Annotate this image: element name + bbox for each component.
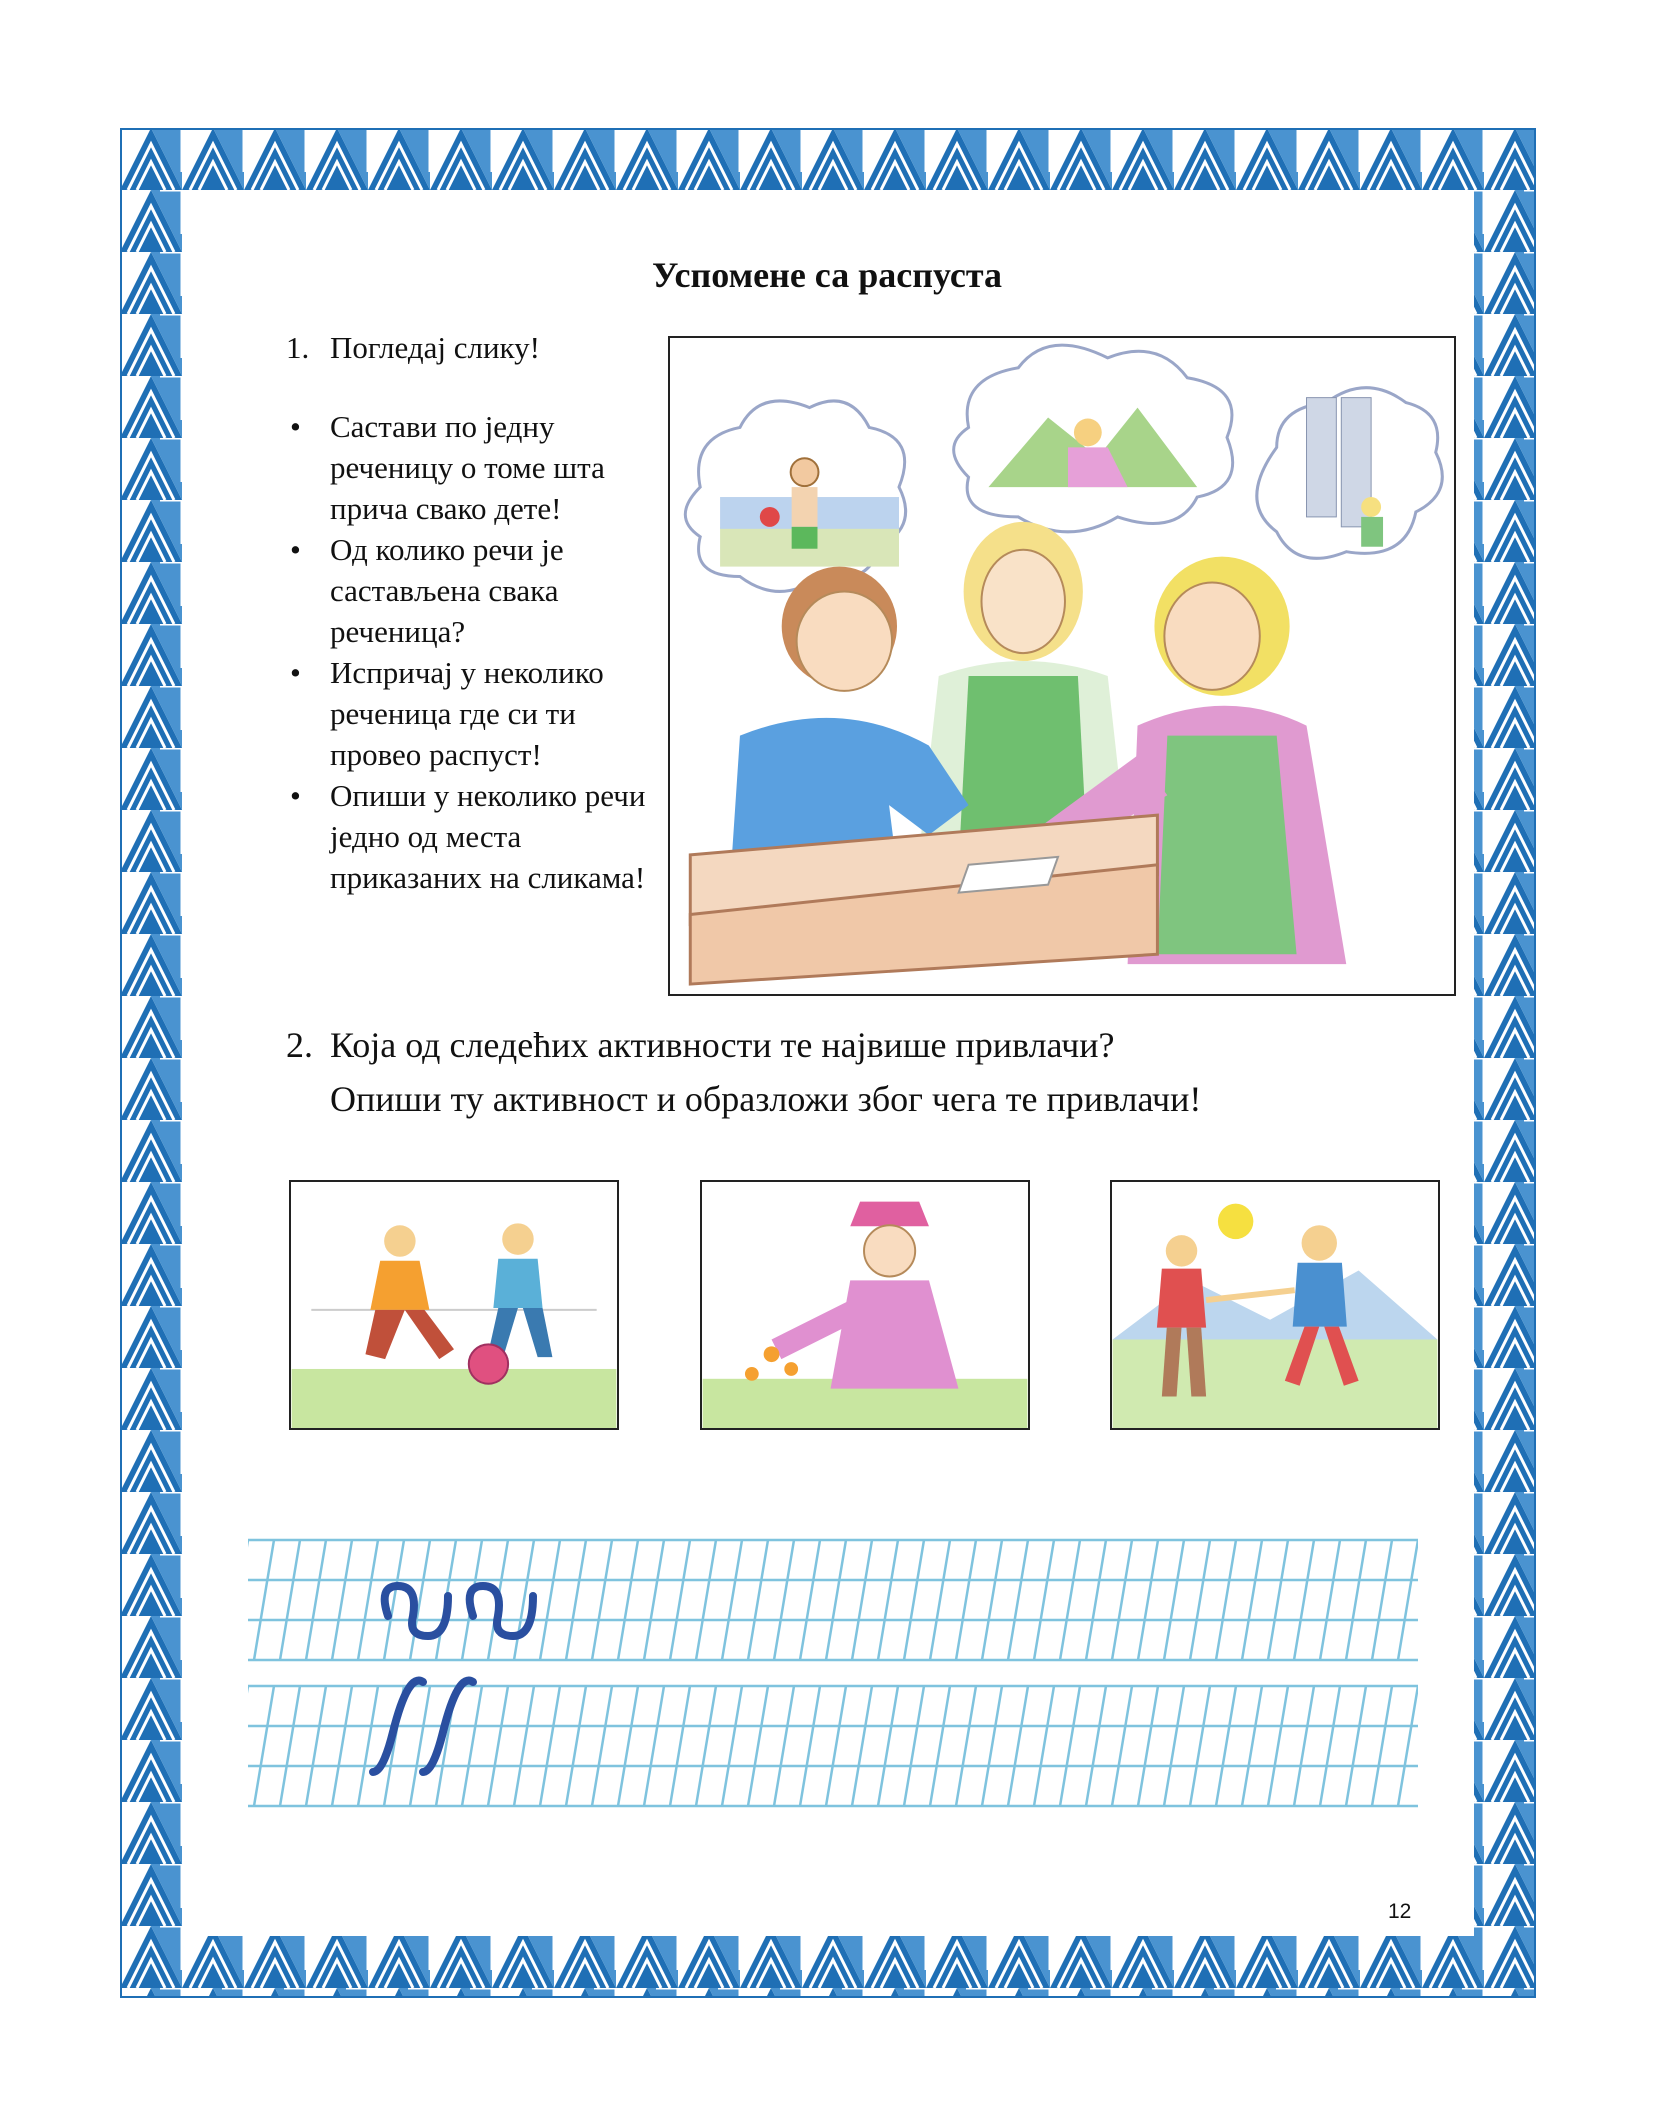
grid-slant-line xyxy=(774,1540,794,1660)
list-item xyxy=(286,406,666,529)
grid-slant-line xyxy=(514,1686,534,1806)
grid-slant-line xyxy=(1398,1540,1418,1660)
grid-slant-line xyxy=(696,1540,716,1660)
grid-slant-line xyxy=(670,1540,690,1660)
grid-slant-line xyxy=(1372,1540,1392,1660)
grid-slant-line xyxy=(332,1540,352,1660)
grid-slant-line xyxy=(1268,1686,1288,1806)
grid-slant-line xyxy=(1138,1686,1158,1806)
children-at-desk-illustration xyxy=(668,336,1456,996)
task-1-instruction: Погледај слику! xyxy=(330,330,541,365)
grid-slant-line xyxy=(722,1540,742,1660)
grid-slant-line xyxy=(982,1540,1002,1660)
grid-slant-line xyxy=(1164,1686,1184,1806)
grid-slant-line xyxy=(748,1686,768,1806)
grid-slant-line xyxy=(982,1686,1002,1806)
bullet-text: Састави по једну реченицу о томе шта прича свако дете! xyxy=(330,409,605,526)
bullet-icon: • xyxy=(290,532,301,567)
task-2-instruction: Опиши ту активност и образложи због чега те привлачи! xyxy=(330,1079,1202,1119)
grid-slant-line xyxy=(644,1686,664,1806)
grid-slant-line xyxy=(280,1686,300,1806)
bullet-text: Опиши у неколико речи једно од места приказаних на сликама! xyxy=(330,778,646,895)
grid-slant-line xyxy=(306,1540,326,1660)
list-item xyxy=(286,529,666,652)
girl-picking-flowers-picture xyxy=(700,1180,1030,1430)
grid-slant-line xyxy=(488,1686,508,1806)
list-item xyxy=(286,775,666,898)
grid-slant-line xyxy=(332,1686,352,1806)
list-item xyxy=(286,652,666,775)
grid-slant-line xyxy=(670,1686,690,1806)
grid-slant-line xyxy=(1086,1686,1106,1806)
grid-slant-line xyxy=(254,1540,274,1660)
grid-slant-line xyxy=(852,1540,872,1660)
grid-slant-line xyxy=(826,1686,846,1806)
grid-slant-line xyxy=(956,1686,976,1806)
grid-slant-line xyxy=(566,1540,586,1660)
bullet-text: Испричај у неколико реченица где си ти провео распуст! xyxy=(330,655,604,772)
task-1-bullet-list xyxy=(286,406,666,898)
grid-slant-line xyxy=(540,1540,560,1660)
grid-slant-line xyxy=(1086,1540,1106,1660)
grid-slant-line xyxy=(1320,1686,1340,1806)
bullet-icon: • xyxy=(290,655,301,690)
grid-slant-line xyxy=(280,1540,300,1660)
grid-slant-line xyxy=(1294,1540,1314,1660)
grid-slant-line xyxy=(1008,1540,1028,1660)
grid-slant-line xyxy=(826,1540,846,1660)
grid-slant-line xyxy=(1268,1540,1288,1660)
task-1-number: 1. xyxy=(286,330,310,365)
grid-slant-line xyxy=(1034,1540,1054,1660)
grid-slant-line xyxy=(696,1686,716,1806)
grid-slant-line xyxy=(878,1686,898,1806)
grid-slant-line xyxy=(540,1686,560,1806)
grid-slant-line xyxy=(462,1686,482,1806)
grid-slant-line xyxy=(800,1540,820,1660)
grid-slant-line xyxy=(1164,1540,1184,1660)
grid-slant-line xyxy=(1320,1540,1340,1660)
grid-slant-line xyxy=(1294,1686,1314,1806)
grid-slant-line xyxy=(852,1686,872,1806)
grid-slant-line xyxy=(1060,1686,1080,1806)
grid-slant-line xyxy=(722,1686,742,1806)
football-activity-picture xyxy=(289,1180,619,1430)
task-2-question: Која од следећих активности те највише привлачи? xyxy=(330,1025,1115,1065)
grid-slant-line xyxy=(1008,1686,1028,1806)
grid-slant-line xyxy=(358,1686,378,1806)
grid-slant-line xyxy=(1138,1540,1158,1660)
grid-slant-line xyxy=(566,1686,586,1806)
grid-slant-line xyxy=(592,1540,612,1660)
grid-slant-line xyxy=(358,1540,378,1660)
grid-slant-line xyxy=(878,1540,898,1660)
grid-slant-line xyxy=(800,1686,820,1806)
grid-slant-line xyxy=(254,1686,274,1806)
grid-slant-line xyxy=(1346,1686,1366,1806)
grid-slant-line xyxy=(1190,1540,1210,1660)
task-2-number: 2. xyxy=(286,1025,313,1065)
grid-slant-line xyxy=(1190,1686,1210,1806)
grid-slant-line xyxy=(930,1540,950,1660)
grid-slant-line xyxy=(410,1686,430,1806)
grid-slant-line xyxy=(1034,1686,1054,1806)
grid-slant-line xyxy=(1242,1540,1262,1660)
grid-slant-line xyxy=(1398,1686,1418,1806)
page-title: Успомене са распуста xyxy=(652,255,1002,295)
grid-slant-line xyxy=(1242,1686,1262,1806)
grid-slant-line xyxy=(644,1540,664,1660)
page-number: 12 xyxy=(1388,1900,1412,1923)
children-walking-picture xyxy=(1110,1180,1440,1430)
grid-slant-line xyxy=(592,1686,612,1806)
grid-slant-line xyxy=(1112,1686,1132,1806)
handwriting-practice-grid xyxy=(248,1536,1418,1810)
bullet-text: Од колико речи је састављена свака реченица? xyxy=(330,532,564,649)
grid-slant-line xyxy=(1372,1686,1392,1806)
grid-slant-line xyxy=(618,1686,638,1806)
grid-slant-line xyxy=(1216,1540,1236,1660)
grid-slant-line xyxy=(956,1540,976,1660)
grid-slant-line xyxy=(904,1686,924,1806)
bullet-icon: • xyxy=(290,409,301,444)
grid-slant-line xyxy=(748,1540,768,1660)
grid-slant-line xyxy=(618,1540,638,1660)
grid-slant-line xyxy=(930,1686,950,1806)
grid-slant-line xyxy=(1060,1540,1080,1660)
grid-slant-line xyxy=(904,1540,924,1660)
grid-slant-line xyxy=(1346,1540,1366,1660)
grid-slant-line xyxy=(306,1686,326,1806)
grid-slant-line xyxy=(774,1686,794,1806)
grid-slant-line xyxy=(1112,1540,1132,1660)
bullet-icon: • xyxy=(290,778,301,813)
grid-slant-line xyxy=(1216,1686,1236,1806)
